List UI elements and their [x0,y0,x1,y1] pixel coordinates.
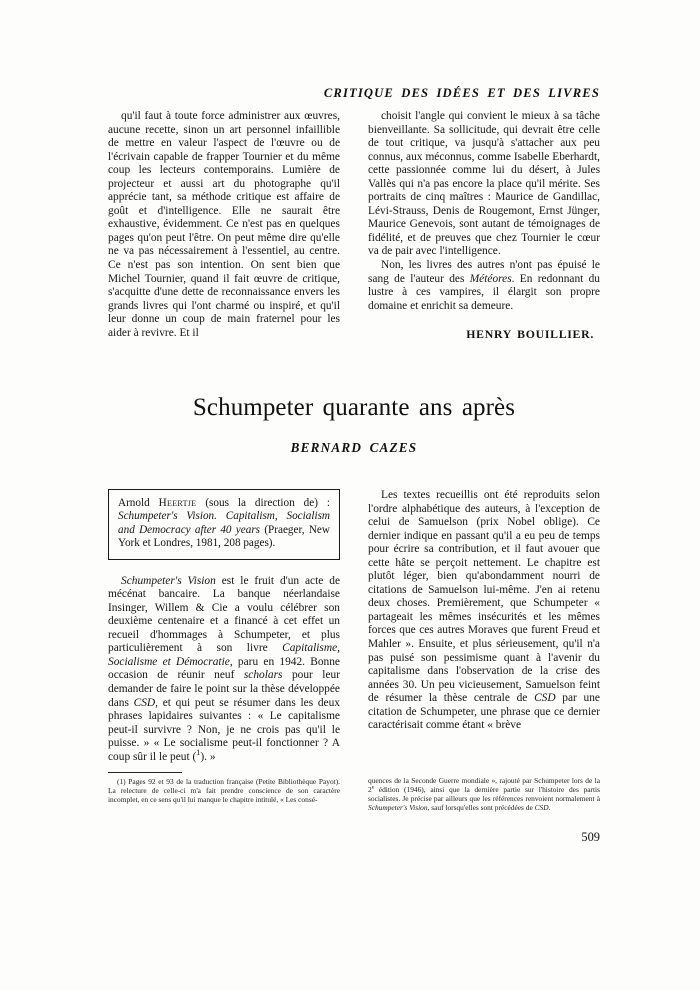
paragraph-text-post: . En redonnant du lustre à ces vampires, il élargit son propre domaine et enrichit sa demeure. [368,272,600,312]
book-title-meteores: Météores [469,272,512,285]
article-author: BERNARD CAZES [290,440,418,455]
article-right-column [368,489,600,764]
book-title-schumpeters-vision: Schumpeter's Vision [121,574,216,587]
paragraph-text-a: Les textes recueillis ont été reproduits selon l'ordre alphabétique des auteurs, à l'exception de celui de Samuelson (prix Nobel oblige). Ce dernier indique en passant qu'il a eu peu de temps pour écrire sa contribution, et il faut avouer que cette hâte se perçoit nettement. Le chapitre est plutôt léger, bien qu'abondamment nourri de citations de Samuelson lui-même. J'en ai retenu deux choses. Premièrement, que Schumpeter « partageait les mêmes insécurités et les mêmes forces que ces autres Moraves que furent Freud et Mahler ». Ensuite, et plus sérieusement, qu'il n'a pas puisé son pessimisme quant à l'avenir du capitalisme dans l'observation de la crise des années 30. Un peu vicieusement, Samuelson feint de résumer la thèse centrale de [368,489,600,705]
abbreviation-csd: CSD [534,692,556,705]
previous-article-right-paragraph-2 [368,259,600,313]
previous-article-right-column [368,110,600,342]
footnote-text-d: . [548,802,551,812]
footnote-left-column [108,772,340,813]
footnote-marker-1: 1 [196,747,201,757]
book-title-schumpeters-vision: Schumpeter's Vision [368,802,428,812]
page-title: Schumpeter quarante ans après [192,394,516,421]
previous-article-block [108,110,600,342]
footnote-text-c: , sauf lorsqu'elles sont précédées de [427,802,535,812]
footnote-text: Pages 92 et 93 de la traduction française (Petite Bibliothèque Payot). La relecture de celle-ci m'a fait prendre conscience de son caractère incomplet, en ce sens qu'il lui manque le chapitre intitulé, « Les consé- [108,777,340,804]
footnote-separator-rule [108,772,182,773]
footnote-1-continuation [368,777,600,813]
paragraph-text-c: , paru en 1942. Bonne occasion de réunir neuf [108,655,340,682]
article-left-column [108,489,340,764]
footnote-right-column [368,772,600,813]
reference-book-title: Schumpeter's Vision. Capitalism, Socialism and Democracy after 40 years [118,510,330,536]
abbreviation-csd: CSD [534,802,549,812]
abbreviation-csd: CSD [133,696,156,709]
reference-author-last: Heertje [158,497,197,509]
running-head: CRITIQUE DES IDÉES ET DES LIVRES [323,86,600,100]
article-right-paragraph-1 [368,489,600,733]
reference-box [108,489,340,560]
reference-author-first: Arnold [118,497,159,509]
footnote-text-a: quences de la Seconde Guerre mondiale », rajouté par Schumpeter lors de la 2 [368,776,600,794]
reference-publication: (Praeger, New York et Londres, 1981, 208 pages). [118,523,330,550]
article-body-block [108,489,600,764]
ordinal-suffix: e [371,784,375,791]
footnote-marker: (1) [117,777,129,786]
paragraph-text-d: pour leur demander de faire le point sur la thèse développée dans [108,669,340,709]
paragraph-text-f: ). » [200,750,216,763]
previous-article-signature: HENRY BOUILLIER. [466,327,594,342]
footnote-text-b: édition (1946), ainsi que la dernière partie sur l'histoire des partis socialistes. Je précise par ailleurs que les références renvoient normalement à [368,784,600,803]
article-left-paragraph-1 [108,575,340,765]
footnotes-block [108,772,600,813]
previous-article-left-paragraph: qu'il faut à toute force administrer aux œuvres, aucune recette, sinon un art personnel infaillible de mettre en valeur l'aspect de l'œuvre ou de l'écrivain capable de frapper Tournier et du même coup les lecteurs contemporains. Lumière de projecteur et aussi art du photographe qu'il apprécie tant, sa méthode critique est affaire de goût et d'intelligence. Elle ne saurait être exhaustive, évidemment. Ce n'est pas en quelques pages qu'on peut l'être. On peut même dire qu'elle ne va pas nécessairement à l'essentiel, au centre. Ce n'est pas son intention. On sent bien que Michel Tournier, quand il fait œuvre de critique, s'acquitte d'une dette de reconnaissance envers les grands livres qui l'ont charmé ou inspiré, et qu'il leur donne un coup de main fraternel pour les aider à revivre. Et il [108,110,340,339]
paragraph-text-b: par une citation de Schumpeter, une phrase que ce dernier caractérisait comme étant « brève [368,692,600,732]
reference-citation [118,497,330,551]
paragraph-text-pre: Non, les livres des autres n'ont pas épuisé le sang de l'auteur des [368,259,600,285]
book-title-capitalisme-socialisme-democratie: Capitalisme, Socialisme et Démocratie [108,642,340,668]
paragraph-text-e: , et qui peut se résumer dans les deux phrases lapidaires suivantes : « Le capitalisme peut-il survivre ? Non, je ne crois pas qu'il le puisse. » « Le socialisme peut-il fonctionner ? A coup sûr il le peut ( [108,696,340,763]
footnote-1 [108,778,340,805]
reference-editor-note: (sous la direction de) : [196,497,330,509]
previous-article-right-paragraph-1: choisit l'angle qui convient le mieux à sa tâche bienveillante. Sa sollicitude, qui devrait être celle de tout critique, va jusqu'à s'attacher aux peu connus, aux méconnus, comme Isabelle Eberhardt, cette passionnée comme lui du désert, à Jules Vallès qui n'a pas encore la place qu'il mérite. Ses portraits de cinq maîtres : Maurice de Gandillac, Lévi-Strauss, Denis de Rougemont, Ernst Jünger, Maurice Genevois, sont autant de témoignages de fidélité, et de preuves que chez Tournier le cœur va de pair avec l'intelligence. [368,110,600,258]
previous-article-left-column [108,110,340,342]
term-scholars: scholars [243,669,283,682]
page-number: 509 [581,830,600,844]
paragraph-text-a: est le fruit d'un acte de mécénat bancaire. La banque néerlandaise Insinger, Willem & Cie a voulu célébrer son deuxième centenaire et a financé à cet effet un recueil d'hommages à Schumpeter, et plus particulièrement à son livre [108,574,340,655]
